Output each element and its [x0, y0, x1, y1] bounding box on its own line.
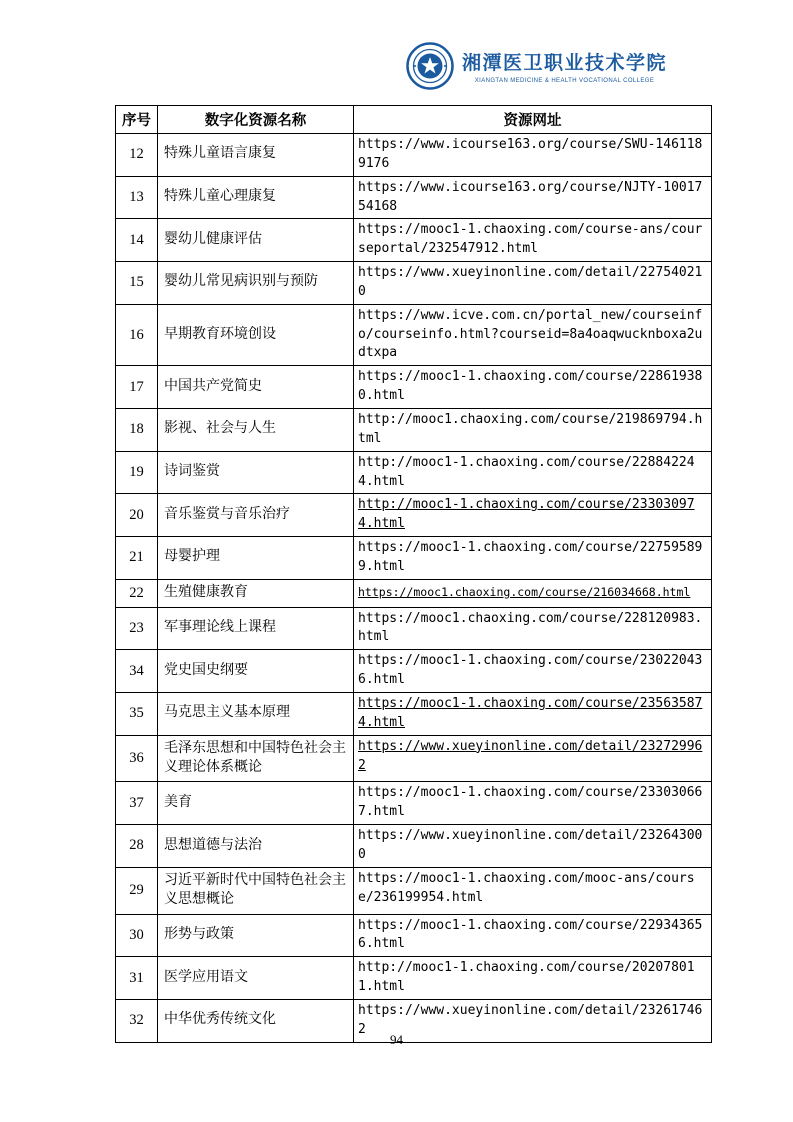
resource-url-cell	[354, 607, 712, 650]
resource-name: 毛泽东思想和中国特色社会主义理论体系概论	[158, 735, 354, 782]
row-number: 13	[116, 176, 158, 219]
resource-url-cell	[354, 408, 712, 451]
table-row	[116, 782, 712, 825]
resource-url: https://mooc1-1.chaoxing.com/course/230220436.html	[358, 653, 703, 688]
resource-name: 中华优秀传统文化	[158, 999, 354, 1042]
resource-url: https://www.xueyinonline.com/detail/232617462	[358, 1002, 703, 1037]
resource-url-cell	[354, 692, 712, 735]
resource-name: 习近平新时代中国特色社会主义思想概论	[158, 867, 354, 914]
resource-name: 形势与政策	[158, 914, 354, 957]
resource-url[interactable]: https://mooc1-1.chaoxing.com/course/235635874.html	[358, 695, 703, 730]
row-number: 35	[116, 692, 158, 735]
resource-url: http://mooc1-1.chaoxing.com/course/228842244.html	[358, 454, 695, 489]
college-emblem-icon	[406, 42, 454, 90]
col-header-number: 序号	[116, 106, 158, 134]
table-row	[116, 304, 712, 366]
col-header-resource-url: 资源网址	[354, 106, 712, 134]
table-row	[116, 692, 712, 735]
resource-name: 生殖健康教育	[158, 579, 354, 607]
row-number: 30	[116, 914, 158, 957]
row-number: 32	[116, 999, 158, 1042]
row-number: 23	[116, 607, 158, 650]
row-number: 21	[116, 537, 158, 580]
table-row	[116, 494, 712, 537]
resource-name: 军事理论线上课程	[158, 607, 354, 650]
resource-url: https://mooc1-1.chaoxing.com/course/227595899.html	[358, 540, 703, 574]
resource-name: 音乐鉴赏与音乐治疗	[158, 494, 354, 537]
resource-name: 诗词鉴赏	[158, 451, 354, 494]
resource-url-cell	[354, 304, 712, 366]
resource-url: https://www.icve.com.cn/portal_new/courseinfo/courseinfo.html?courseid=8a4oaqwucknboxa2udtxpa	[358, 307, 703, 361]
table-row	[116, 134, 712, 177]
resource-name: 美育	[158, 782, 354, 825]
resource-name: 特殊儿童心理康复	[158, 176, 354, 219]
resource-url: https://mooc1-1.chaoxing.com/course/229343656.html	[358, 917, 703, 952]
row-number: 14	[116, 219, 158, 262]
row-number: 37	[116, 782, 158, 825]
resource-url-cell	[354, 650, 712, 693]
resource-name: 母婴护理	[158, 537, 354, 580]
table-row	[116, 579, 712, 607]
resource-url-cell	[354, 537, 712, 580]
resource-url: https://mooc1-1.chaoxing.com/mooc-ans/course/236199954.html	[358, 870, 695, 905]
row-number: 12	[116, 134, 158, 177]
resource-url-cell	[354, 366, 712, 409]
row-number: 34	[116, 650, 158, 693]
resource-url-cell	[354, 735, 712, 782]
resource-url: https://www.icourse163.org/course/SWU-1461189176	[358, 137, 703, 171]
table-row	[116, 607, 712, 650]
resource-url-cell	[354, 957, 712, 1000]
row-number: 18	[116, 408, 158, 451]
resource-name: 影视、社会与人生	[158, 408, 354, 451]
resource-name: 早期教育环境创设	[158, 304, 354, 366]
row-number: 29	[116, 867, 158, 914]
row-number: 36	[116, 735, 158, 782]
table-row	[116, 537, 712, 580]
table-header-row	[116, 106, 712, 134]
resource-name: 党史国史纲要	[158, 650, 354, 693]
resource-table-wrap	[115, 105, 711, 1043]
college-logo	[406, 42, 667, 90]
resource-name: 医学应用语文	[158, 957, 354, 1000]
resource-url: https://www.icourse163.org/course/NJTY-1001754168	[358, 179, 703, 214]
resource-url-cell	[354, 914, 712, 957]
resource-url: https://mooc1-1.chaoxing.com/course/228619380.html	[358, 369, 703, 404]
resource-url-cell	[354, 579, 712, 607]
page-number: 94	[390, 1032, 403, 1047]
table-row	[116, 366, 712, 409]
college-name-cn: 湘潭医卫职业技术学院	[461, 53, 667, 74]
resource-url-cell	[354, 494, 712, 537]
table-row	[116, 451, 712, 494]
table-row	[116, 867, 712, 914]
resource-url: https://mooc1-1.chaoxing.com/course/233030667.html	[358, 785, 703, 820]
resource-name: 特殊儿童语言康复	[158, 134, 354, 177]
row-number: 22	[116, 579, 158, 607]
resource-name: 思想道德与法治	[158, 825, 354, 868]
table-row	[116, 262, 712, 305]
row-number: 17	[116, 366, 158, 409]
row-number: 16	[116, 304, 158, 366]
resource-url-cell	[354, 262, 712, 305]
resource-url-cell	[354, 867, 712, 914]
resource-url-cell	[354, 451, 712, 494]
resource-url-cell	[354, 134, 712, 177]
resource-url: http://mooc1-1.chaoxing.com/course/202078011.html	[358, 960, 695, 995]
resource-url[interactable]: http://mooc1-1.chaoxing.com/course/233030974.html	[358, 497, 695, 532]
resource-url[interactable]: https://mooc1.chaoxing.com/course/216034668.html	[358, 584, 691, 599]
table-row	[116, 408, 712, 451]
row-number: 15	[116, 262, 158, 305]
row-number: 31	[116, 957, 158, 1000]
table-row	[116, 650, 712, 693]
college-name-block	[462, 48, 667, 84]
resource-url[interactable]: https://www.xueyinonline.com/detail/232729962	[358, 738, 703, 773]
resource-url-cell	[354, 219, 712, 262]
resource-name: 中国共产党简史	[158, 366, 354, 409]
table-row	[116, 914, 712, 957]
resource-table	[115, 105, 712, 1043]
table-row	[116, 735, 712, 782]
resource-url: https://mooc1-1.chaoxing.com/course-ans/courseportal/232547912.html	[358, 222, 703, 257]
table-row	[116, 219, 712, 262]
row-number: 20	[116, 494, 158, 537]
resource-url: https://mooc1.chaoxing.com/course/228120983.html	[358, 610, 703, 645]
resource-url: http://mooc1.chaoxing.com/course/219869794.html	[358, 411, 703, 446]
table-row	[116, 176, 712, 219]
table-row	[116, 825, 712, 868]
resource-url: https://www.xueyinonline.com/detail/227540210	[358, 265, 703, 299]
resource-url-cell	[354, 825, 712, 868]
row-number: 19	[116, 451, 158, 494]
table-row	[116, 957, 712, 1000]
col-header-resource-name: 数字化资源名称	[158, 106, 354, 134]
row-number: 28	[116, 825, 158, 868]
resource-url: https://www.xueyinonline.com/detail/232643000	[358, 828, 703, 862]
resource-url-cell	[354, 782, 712, 825]
college-name-en: XIANGTAN MEDICINE & HEALTH VOCATIONAL COLLEGE	[474, 78, 655, 84]
resource-name: 婴幼儿健康评估	[158, 219, 354, 262]
resource-url-cell	[354, 176, 712, 219]
resource-name: 婴幼儿常见病识别与预防	[158, 262, 354, 305]
resource-name: 马克思主义基本原理	[158, 692, 354, 735]
